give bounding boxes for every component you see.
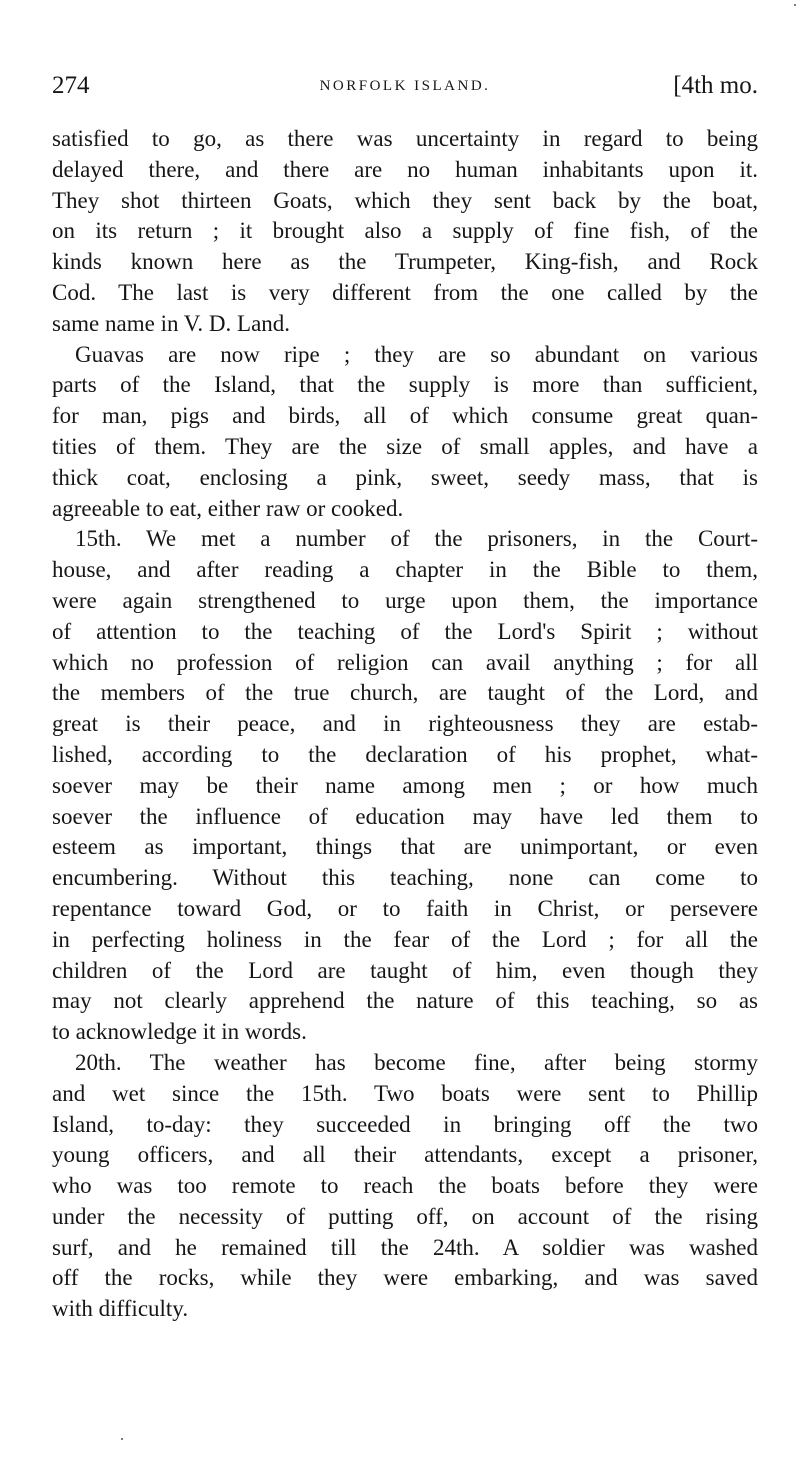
text-line: soever the influence of education may have led them to	[52, 803, 758, 829]
paragraph	[52, 340, 758, 525]
text-line: Guavas are now ripe ; they are so abundant on various	[75, 341, 758, 367]
text-line: Island, to-day: they succeeded in bringing off the two	[52, 1111, 758, 1137]
paragraph	[52, 1048, 758, 1325]
text-line: in perfecting holiness in the fear of the Lord ; for all the	[52, 926, 758, 952]
page-number: 274	[52, 72, 90, 99]
text-line: young officers, and all their attendants, except a prisoner,	[52, 1142, 758, 1168]
text-line: who was too remote to reach the boats before they were	[52, 1173, 758, 1199]
text-line: great is their peace, and in righteousness they are estab-	[52, 711, 758, 737]
text-line: kinds known here as the Trumpeter, King-fish, and Rock	[52, 249, 758, 275]
text-line: 15th. We met a number of the prisoners, in the Court-	[75, 526, 758, 552]
text-line: tities of them. They are the size of small apples, and have a	[52, 433, 758, 459]
text-line: satisfied to go, as there was uncertainty in regard to being	[52, 126, 758, 151]
text-line: and wet since the 15th. Two boats were sent to Phillip	[52, 1080, 758, 1106]
text-line: 20th. The weather has become fine, after being stormy	[75, 1049, 758, 1075]
margin-note: [4th mo.	[673, 72, 758, 99]
text-line: to acknowledge it in words.	[52, 1019, 307, 1045]
text-line: for man, pigs and birds, all of which consume great quan-	[52, 403, 758, 429]
running-title: NORFOLK ISLAND.	[319, 78, 491, 94]
text-line: of attention to the teaching of the Lord's Spirit ; without	[52, 618, 758, 644]
text-line: house, and after reading a chapter in the Bible to them,	[52, 557, 758, 583]
text-line: Cod. The last is very different from the one called by the	[52, 279, 758, 305]
text-line: surf, and he remained till the 24th. A soldier was washed	[52, 1234, 758, 1260]
text-line: the members of the true church, are taught of the Lord, and	[52, 680, 758, 706]
text-line: children of the Lord are taught of him, even though they	[52, 957, 758, 983]
text-line: lished, according to the declaration of his prophet, what-	[52, 741, 758, 767]
text-line: agreeable to eat, either raw or cooked.	[52, 495, 404, 521]
text-line: which no profession of religion can avail anything ; for all	[52, 649, 758, 675]
text-line: parts of the Island, that the supply is more than sufficient,	[52, 372, 758, 398]
text-line: may not clearly apprehend the nature of this teaching, so as	[52, 988, 758, 1014]
text-line: encumbering. Without this teaching, none can come to	[52, 865, 758, 891]
text-line: esteem as important, things that are unimportant, or even	[52, 834, 758, 860]
text-line: They shot thirteen Goats, which they sent back by the boat,	[52, 187, 758, 213]
paragraph	[52, 124, 758, 340]
text-line: off the rocks, while they were embarking, and was saved	[52, 1265, 758, 1291]
text-line: repentance toward God, or to faith in Christ, or persevere	[52, 895, 758, 921]
page-body	[52, 124, 758, 1325]
scan-speck	[121, 1438, 123, 1440]
text-line: under the necessity of putting off, on account of the rising	[52, 1203, 758, 1229]
text-line: with difficulty.	[52, 1296, 189, 1322]
text-line: delayed there, and there are no human inhabitants upon it.	[52, 156, 758, 182]
text-line: soever may be their name among men ; or how much	[52, 772, 758, 798]
text-line: on its return ; it brought also a supply of fine fish, of the	[52, 218, 758, 244]
paragraph	[52, 524, 758, 1048]
text-line: were again strengthened to urge upon them, the importance	[52, 587, 758, 613]
scan-speck	[794, 4, 796, 6]
text-line: same name in V. D. Land.	[52, 310, 291, 336]
page-header	[52, 72, 758, 106]
text-line: thick coat, enclosing a pink, sweet, seedy mass, that is	[52, 464, 758, 490]
